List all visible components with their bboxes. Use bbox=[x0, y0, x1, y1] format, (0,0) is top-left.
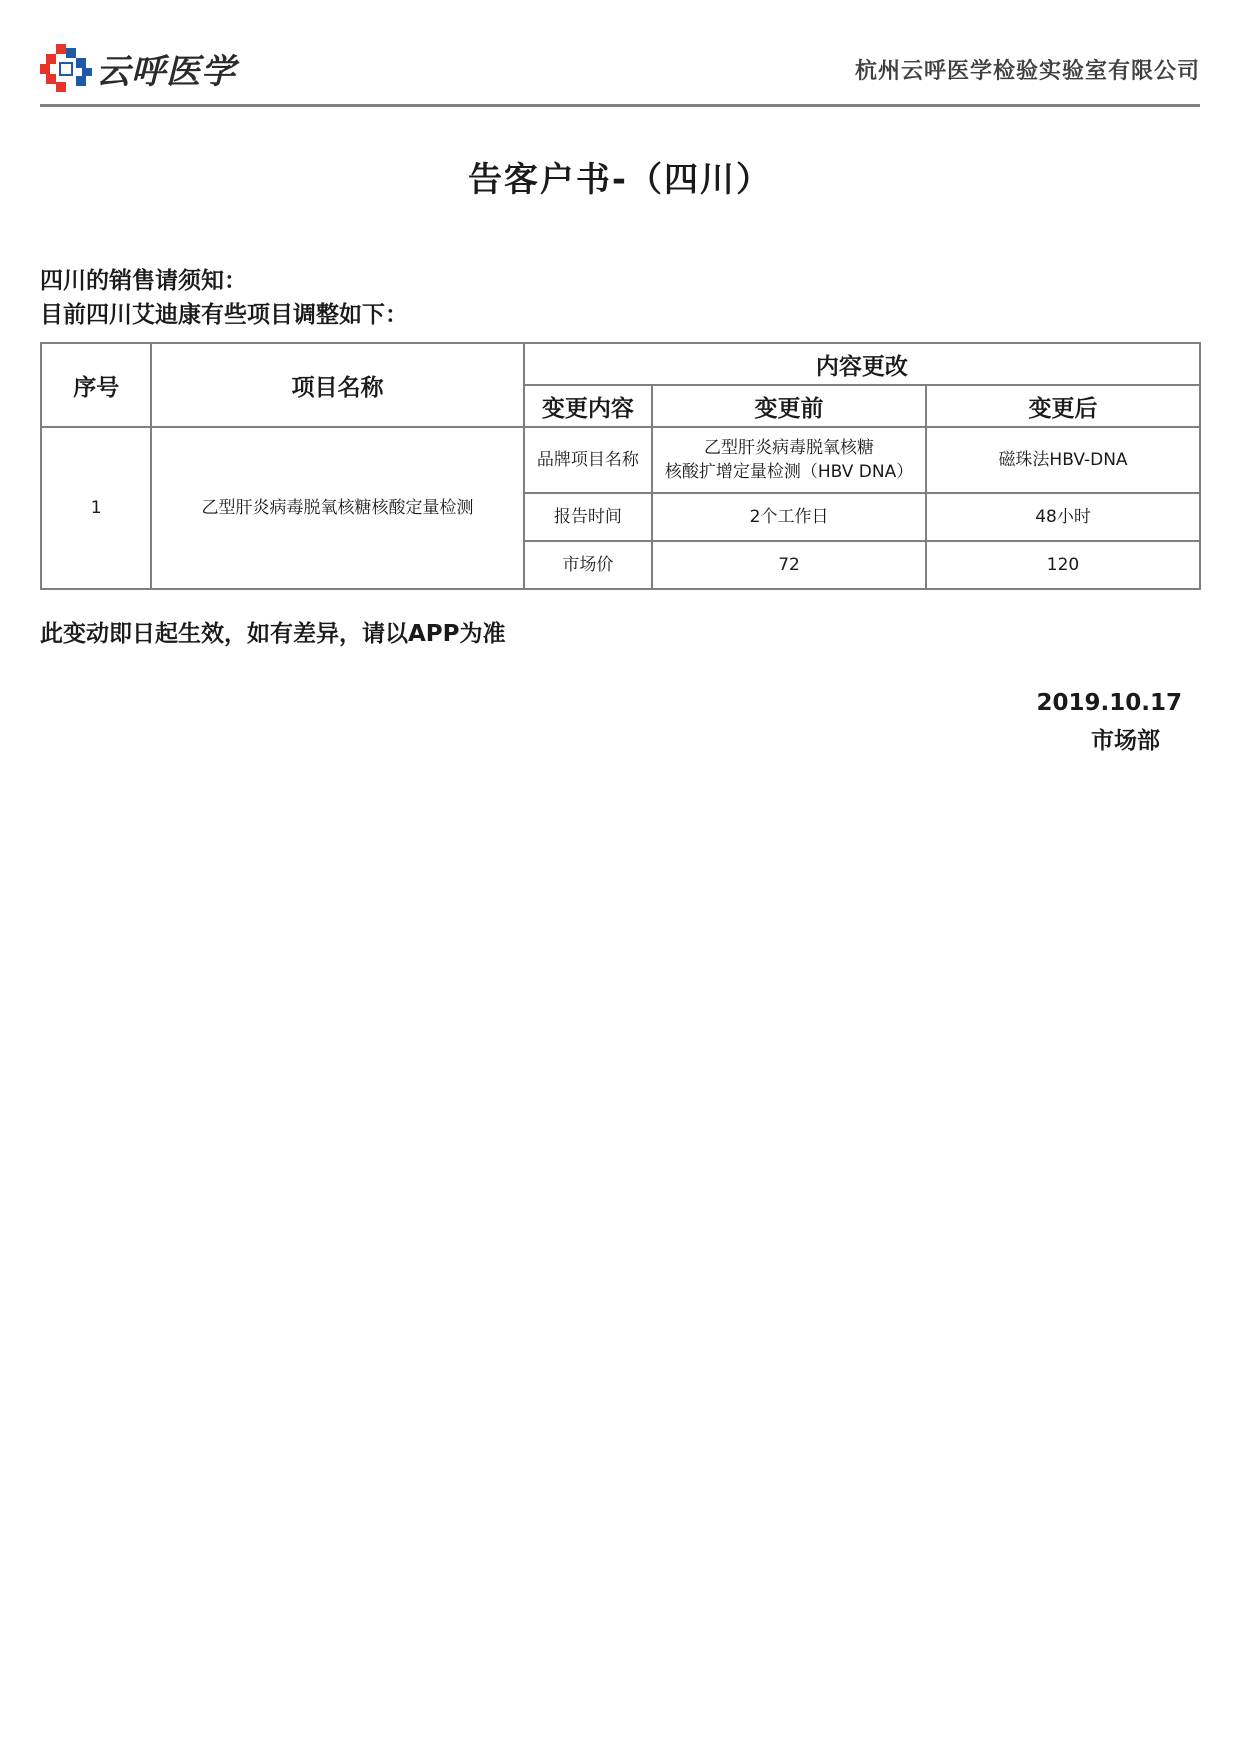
logo-cross-icon bbox=[40, 44, 92, 92]
change-before: 2个工作日 bbox=[652, 493, 926, 541]
change-field: 品牌项目名称 bbox=[524, 427, 652, 493]
page-header bbox=[40, 44, 1200, 104]
change-before-line-2: 核酸扩增定量检测（HBV DNA） bbox=[664, 462, 914, 482]
company-logo bbox=[40, 44, 236, 92]
issuing-department: 市场部 bbox=[1091, 728, 1160, 754]
change-after: 磁珠法HBV-DNA bbox=[926, 427, 1200, 493]
effective-notice: 此变动即日起生效，如有差异，请以APP为准 bbox=[40, 621, 506, 647]
change-field: 报告时间 bbox=[524, 493, 652, 541]
change-after: 48小时 bbox=[926, 493, 1200, 541]
table-row bbox=[41, 427, 1200, 493]
changes-table bbox=[40, 342, 1201, 590]
change-field: 市场价 bbox=[524, 541, 652, 589]
logo-text: 云呼医学 bbox=[96, 51, 236, 92]
notice-line-2: 目前四川艾迪康有些项目调整如下： bbox=[40, 302, 408, 328]
header-before: 变更前 bbox=[652, 385, 926, 427]
header-content-change: 内容更改 bbox=[524, 343, 1200, 385]
header-after: 变更后 bbox=[926, 385, 1200, 427]
header-change-field: 变更内容 bbox=[524, 385, 652, 427]
change-before-line-1: 乙型肝炎病毒脱氧核糖 bbox=[704, 438, 875, 458]
notice-block bbox=[40, 264, 408, 332]
change-after: 120 bbox=[926, 541, 1200, 589]
change-before bbox=[652, 427, 926, 493]
header-divider bbox=[40, 104, 1200, 107]
header-item-name: 项目名称 bbox=[151, 343, 523, 427]
header-index: 序号 bbox=[41, 343, 151, 427]
issue-date: 2019.10.17 bbox=[1036, 690, 1182, 716]
change-before: 72 bbox=[652, 541, 926, 589]
table-header-row bbox=[41, 343, 1200, 385]
document-title: 告客户书-（四川） bbox=[467, 160, 773, 200]
company-name: 杭州云呼医学检验实验室有限公司 bbox=[854, 59, 1200, 84]
notice-line-1: 四川的销售请须知： bbox=[40, 268, 247, 294]
row-item-name: 乙型肝炎病毒脱氧核糖核酸定量检测 bbox=[151, 427, 523, 589]
row-index: 1 bbox=[41, 427, 151, 589]
